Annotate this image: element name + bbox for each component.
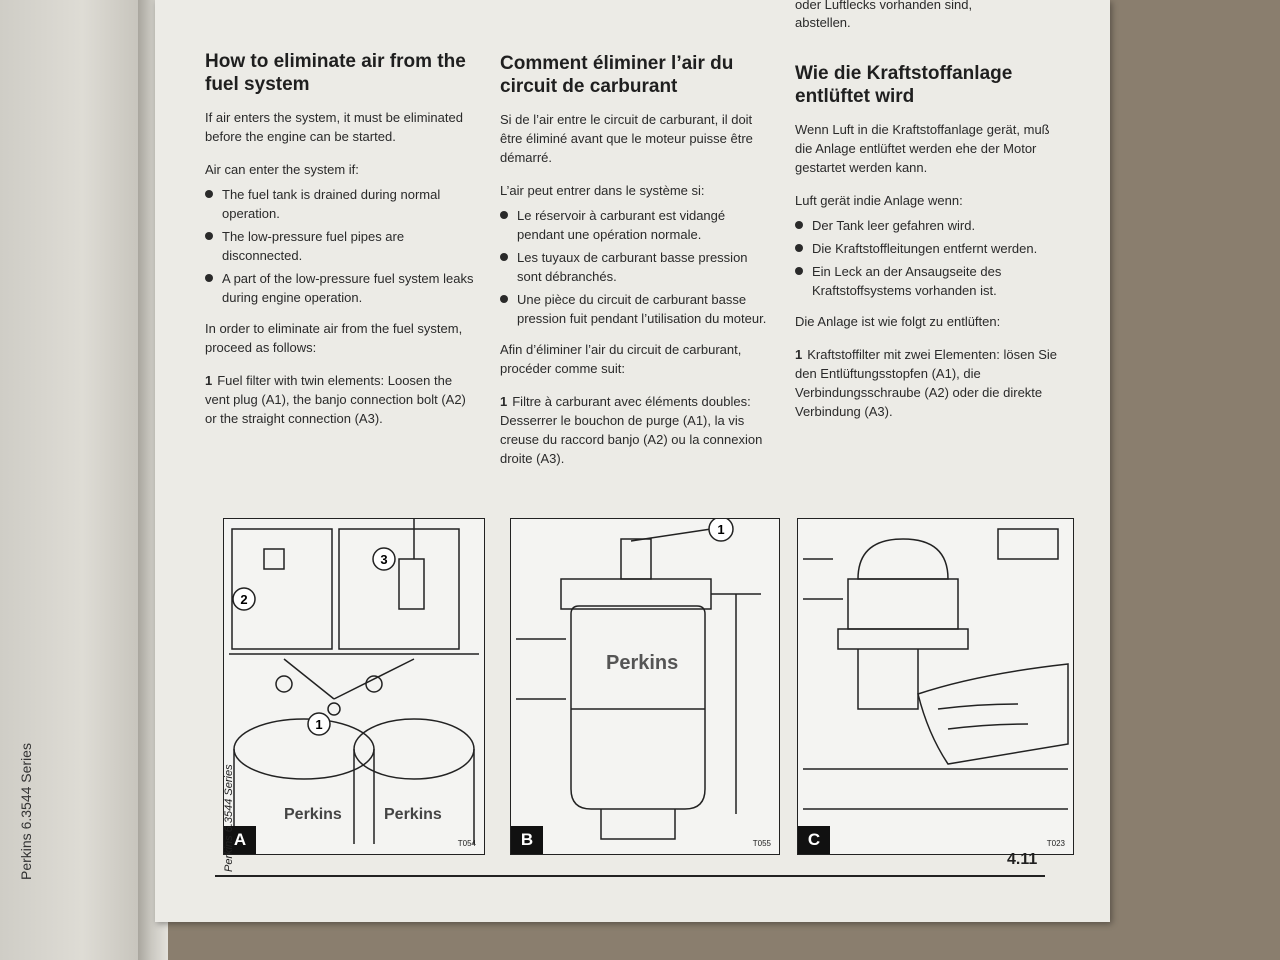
list-item: A part of the low-pressure fuel system leaks during engine operation. (205, 269, 475, 307)
bullet-icon (500, 253, 508, 261)
german-intro: Wenn Luft in die Kraftstoffanlage gerät, muß die Anlage entlüftet werden ehe der Motor gestartet werden kann. (795, 122, 1050, 175)
callout-1: 1 (315, 717, 323, 732)
figure-c-letter: C (798, 826, 830, 854)
manual-page (155, 0, 1110, 922)
left-page (0, 0, 150, 960)
english-causes-list (205, 185, 475, 307)
figure-b-illustration (511, 519, 779, 854)
top-fragment (795, 0, 1055, 32)
german-causes-list (795, 216, 1065, 300)
list-item: Le réservoir à carburant est vidangé pendant une opération normale. (500, 206, 770, 244)
figure-a-brand-right: Perkins (384, 806, 442, 823)
footer-rule (215, 875, 1045, 877)
figure-b-letter: B (511, 826, 543, 854)
french-title: Comment éliminer l’air du circuit de carburant (500, 53, 734, 97)
bullet-icon (795, 221, 803, 229)
bullet-icon (795, 267, 803, 275)
german-title: Wie die Kraftstoffanlage entlüftet wird (795, 63, 1013, 107)
french-causes-heading: L’air peut entrer dans le système si: (500, 183, 705, 198)
french-procedure-intro: Afin d’éliminer l’air du circuit de carburant, procéder comme suit: (500, 342, 742, 376)
list-item: The fuel tank is drained during normal operation. (205, 185, 475, 223)
english-intro: If air enters the system, it must be eliminated before the engine can be started. (205, 110, 463, 144)
page-number: 4.11 (1007, 851, 1038, 868)
french-step-1: 1 Filtre à carburant avec éléments doubles: Desserrer le bouchon de purge (A1), la vis creuse du raccord banjo (A2) ou la connexion droite (A3). (500, 394, 763, 466)
english-column (205, 50, 475, 442)
french-causes-list (500, 206, 770, 328)
english-title: How to eliminate air from the fuel system (205, 51, 466, 95)
english-step-1: 1 Fuel filter with twin elements: Loosen the vent plug (A1), the banjo connection bolt (A2) or the straight connection (A3). (205, 373, 466, 426)
figure-b (510, 518, 780, 855)
list-item: Der Tank leer gefahren wird. (795, 216, 1065, 235)
figure-a-illustration (224, 519, 484, 854)
english-causes-heading: Air can enter the system if: (205, 162, 359, 177)
list-item: Die Kraftstoffleitungen entfernt werden. (795, 239, 1065, 258)
left-page-series-text: Perkins 6.3544 Series (18, 743, 34, 880)
callout-3: 3 (380, 552, 388, 567)
footer-series-label: Perkins 6.3544 Series (223, 764, 235, 872)
list-item: The low-pressure fuel pipes are disconnected. (205, 227, 475, 265)
bullet-icon (795, 244, 803, 252)
bullet-icon (500, 211, 508, 219)
list-item: Ein Leck an der Ansaugseite des Kraftstoffsystems vorhanden ist. (795, 262, 1065, 300)
callout-2: 2 (240, 592, 248, 607)
callout-1: 1 (717, 522, 725, 537)
figure-a-letter: A (224, 826, 256, 854)
german-procedure-intro: Die Anlage ist wie folgt zu entlüften: (795, 314, 1001, 329)
figure-c-code: T023 (1046, 839, 1065, 848)
figure-a (223, 518, 485, 855)
english-procedure-intro: In order to eliminate air from the fuel system, proceed as follows: (205, 321, 463, 355)
list-item: Les tuyaux de carburant basse pression sont débranchés. (500, 248, 770, 286)
german-causes-heading: Luft gerät indie Anlage wenn: (795, 193, 963, 208)
figure-c (797, 518, 1074, 855)
french-column (500, 52, 770, 482)
german-column (795, 62, 1065, 435)
bullet-icon (500, 295, 508, 303)
bullet-icon (205, 274, 213, 282)
bullet-icon (205, 232, 213, 240)
figure-b-code: T055 (752, 839, 771, 848)
top-fragment-line: abstellen. (795, 15, 851, 30)
figure-b-brand: Perkins (606, 652, 679, 674)
bullet-icon (205, 190, 213, 198)
figure-a-code: T054 (457, 839, 476, 848)
figure-a-brand-left: Perkins (284, 806, 342, 823)
list-item: Une pièce du circuit de carburant basse pression fuit pendant l’utilisation du moteur. (500, 290, 770, 328)
german-step-1: 1 Kraftstoffilter mit zwei Elementen: lösen Sie den Entlüftungsstopfen (A1), die Verbindungsschraube (A2) oder die direkte Verbindung (A3). (795, 347, 1057, 419)
figure-c-illustration (798, 519, 1073, 854)
top-fragment-line: oder Luftlecks vorhanden sind, (795, 0, 973, 12)
french-intro: Si de l’air entre le circuit de carburant, il doit être éliminé avant que le moteur puisse être démarré. (500, 112, 753, 165)
